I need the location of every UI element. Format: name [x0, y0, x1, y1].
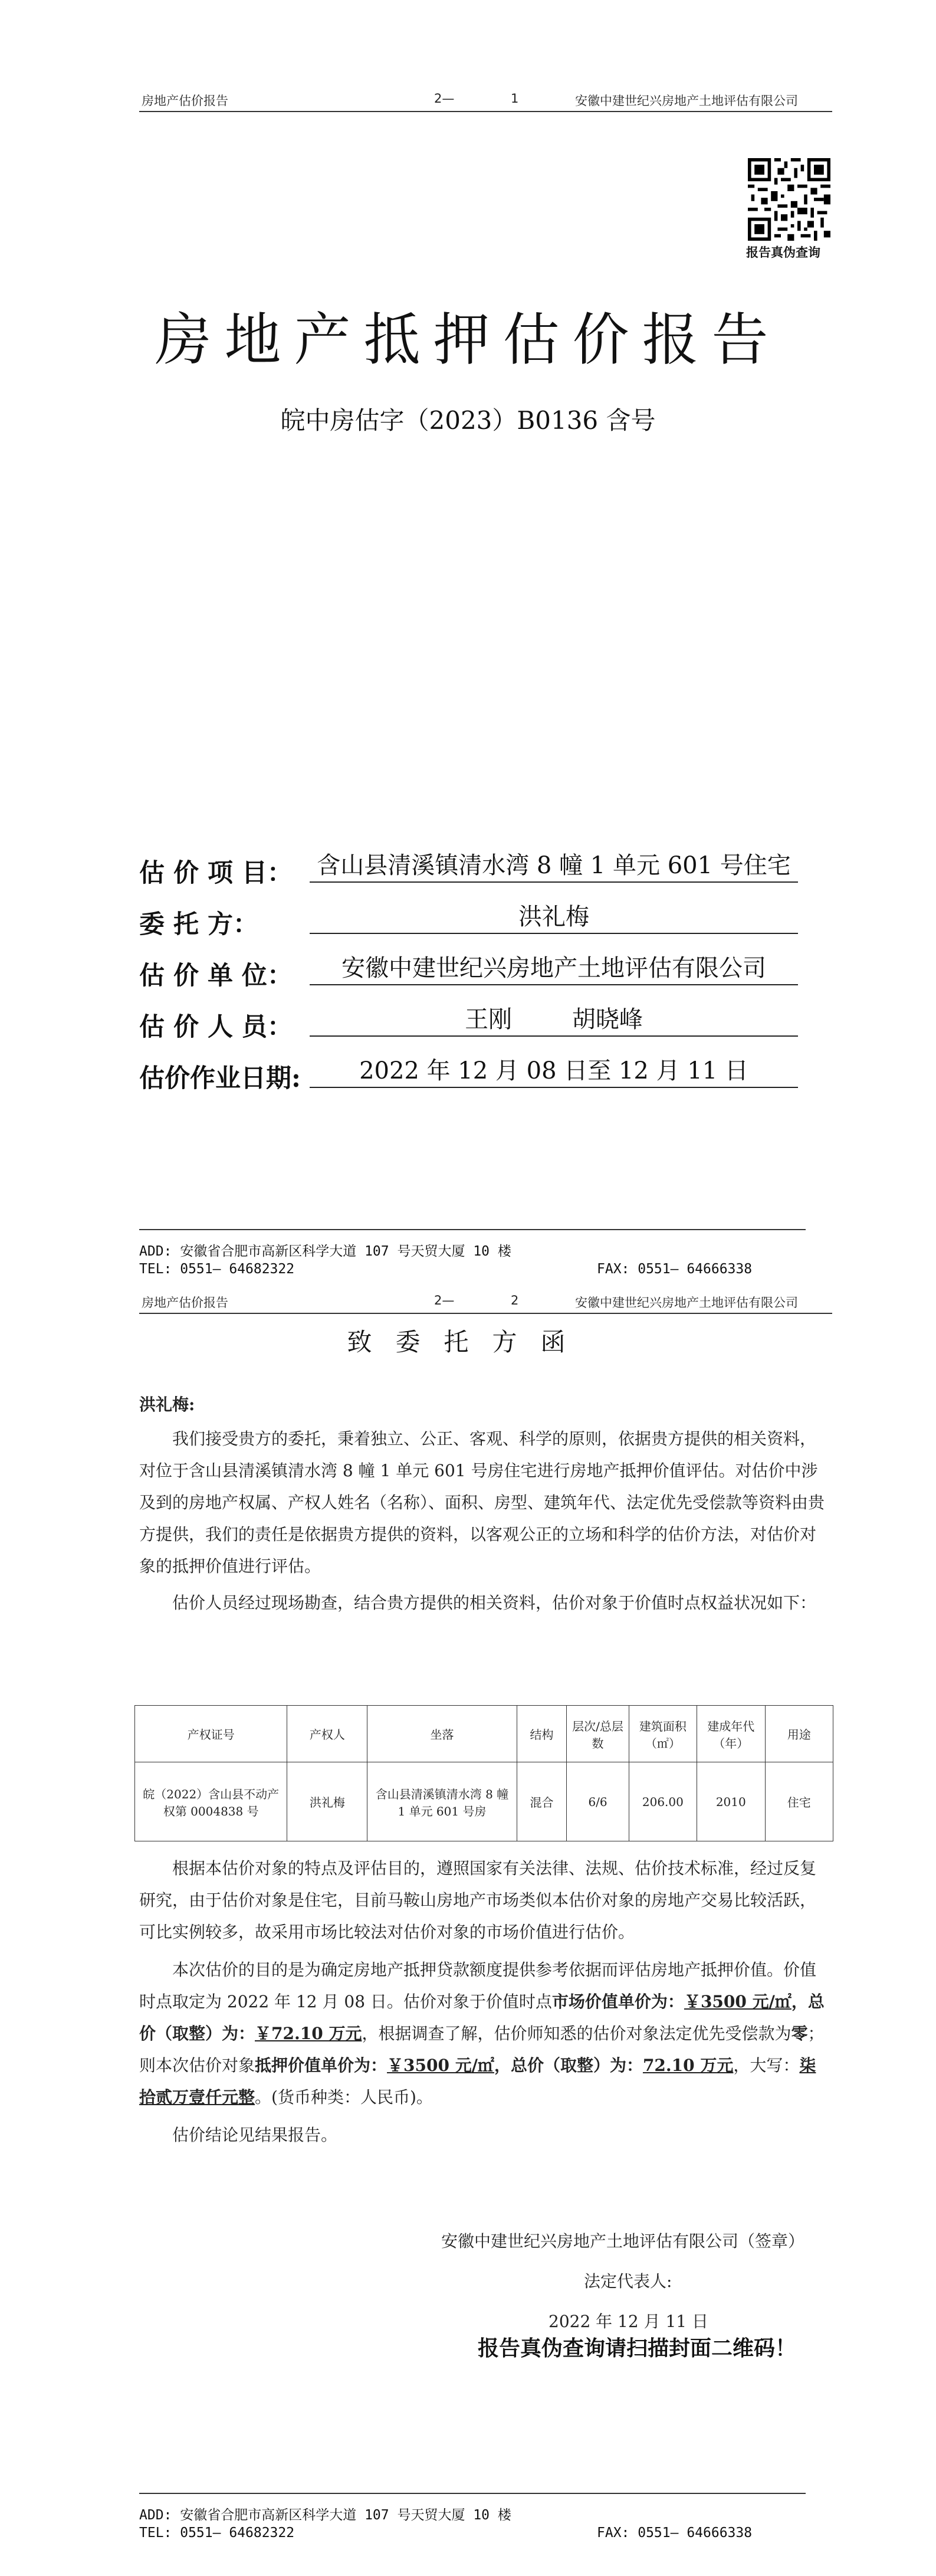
- footer-address: ADD: 安徽省合肥市高新区科学大道 107 号天贸大厦 10 楼: [139, 2508, 511, 2523]
- priority-claims-value: 零: [791, 2024, 808, 2043]
- field-value-project: 含山县清溪镇清水湾 8 幢 1 单元 601 号住宅: [310, 850, 798, 883]
- footer-fax: FAX: 0551— 64666338: [597, 1261, 753, 1277]
- market-total-label: ，总价（取整）为：: [139, 1992, 825, 2043]
- header-page-label: 2—: [434, 1293, 455, 1307]
- field-value-work-dates: 2022 年 12 月 08 日至 12 月 11 日: [310, 1055, 798, 1088]
- header-rule: [139, 111, 832, 112]
- table-cell-floors: 6/6: [567, 1762, 629, 1841]
- field-value-client: 洪礼梅: [310, 901, 798, 934]
- market-total-price: ￥72.10 万元: [255, 2024, 362, 2043]
- footer-rule: [139, 2493, 806, 2494]
- mortgage-unit-price: ￥3500 元/㎡: [387, 2056, 494, 2075]
- header-page-number: 1: [511, 91, 519, 106]
- verification-notice: 报告真伪查询请扫描封面二维码！: [478, 2336, 797, 2361]
- property-rights-table: [134, 1705, 833, 1841]
- table-cell-location: 含山县清溪镇清水湾 8 幢 1 单元 601 号房: [367, 1762, 517, 1841]
- mortgage-total-label: ，总价（取整）为：: [494, 2056, 643, 2075]
- header-right: 安徽中建世纪兴房地产土地评估有限公司: [575, 94, 798, 108]
- mortgage-total-price: 72.10 万元: [642, 2056, 734, 2075]
- field-value-appraisers: 王刚 胡晓峰: [310, 1004, 798, 1037]
- table-header: 产权人: [287, 1706, 367, 1762]
- field-label-project: 估 价 项 目：: [139, 858, 293, 888]
- table-header: 建筑面积（㎡）: [629, 1706, 697, 1762]
- footer-address: ADD: 安徽省合肥市高新区科学大道 107 号天贸大厦 10 楼: [139, 1244, 511, 1259]
- paragraph-inspection: 估价人员经过现场勘查，结合贵方提供的相关资料，估价对象于价值时点权益状况如下：: [172, 1593, 817, 1613]
- field-label-client: 委 托 方：: [139, 910, 258, 939]
- table-cell-usage: 住宅: [765, 1762, 833, 1841]
- qr-code-icon: [748, 158, 830, 241]
- table-header: 结构: [517, 1706, 567, 1762]
- letter-title: 致委托方函: [347, 1328, 589, 1356]
- header-left: 房地产估价报告: [142, 94, 228, 108]
- table-cell-owner: 洪礼梅: [287, 1762, 367, 1841]
- paragraph-method: 根据本估价对象的特点及评估目的，遵照国家有关法律、法规、估价技术标准，经过反复研究，由于估价对象是住宅，目前马鞍山房地产市场类似本估价对象的房地产交易比较活跃，可比实例较多，故采用市场比较法对估价对象的市场价值进行估价。: [139, 1859, 817, 1942]
- report-title: 房地产抵押估价报告: [155, 307, 781, 373]
- paragraph-see-report: 估价结论见结果报告。: [172, 2125, 338, 2145]
- market-unit-price: ￥3500 元/㎡: [684, 1992, 792, 2011]
- market-unit-price-label: 市场价值单价为：: [551, 1992, 684, 2011]
- letter-body-top: [139, 1423, 832, 1619]
- table-header: 建成年代（年）: [697, 1706, 765, 1762]
- table-cell-area: 206.00: [629, 1762, 697, 1841]
- field-label-appraisers: 估 价 人 员：: [139, 1012, 293, 1042]
- footer-tel: TEL: 0551— 64682322: [139, 2525, 295, 2541]
- letter-date: 2022 年 12 月 11 日: [549, 2312, 709, 2331]
- conclusion-text: ，大写：: [733, 2056, 800, 2075]
- header-page-label: 2—: [434, 91, 455, 106]
- table-cell-year: 2010: [697, 1762, 765, 1841]
- paragraph-engagement: 我们接受贵方的委托，秉着独立、公正、客观、科学的原则，依据贵方提供的相关资料，对位于含山县清溪镇清水湾 8 幢 1 单元 601 号房住宅进行房地产抵押价值评估。对估价中涉及到的房地产权属、产权人姓名（名称）、面积、房型、建筑年代、法定优先受偿款等资料由贵方提供，我们的责任是依据贵方提供的资料，以客观公正的立场和科学的估价方法，对估价对象的抵押价值进行评估。: [139, 1429, 825, 1576]
- table-header: 坐落: [367, 1706, 517, 1762]
- field-value-appraiser-org: 安徽中建世纪兴房地产土地评估有限公司: [310, 952, 798, 985]
- header-left: 房地产估价报告: [142, 1296, 228, 1310]
- table-header: 层次/总层数: [567, 1706, 629, 1762]
- conclusion-text: 本次估价的目的是为确定房地产抵押贷款额度提供参考依据而评估房地产抵押价值。价值时点取定为 2022 年 12 月 08 日。估价对象于价值时点: [139, 1960, 817, 2011]
- field-label-work-dates: 估价作业日期:: [139, 1064, 301, 1093]
- report-number: 皖中房估字（2023）B0136 含号: [280, 406, 656, 435]
- mortgage-total-in-words: 柒拾贰万壹仟元整: [139, 2056, 816, 2107]
- conclusion-text: ，根据调查了解，估价师知悉的估价对象法定优先受偿款为: [362, 2024, 792, 2043]
- letter-body-bottom: [139, 1853, 832, 2151]
- footer-fax: FAX: 0551— 64666338: [597, 2525, 753, 2541]
- table-row: [135, 1762, 833, 1841]
- table-cell-structure: 混合: [517, 1762, 567, 1841]
- header-page-number: 2: [511, 1293, 519, 1307]
- footer-tel: TEL: 0551— 64682322: [139, 1261, 295, 1277]
- table-cell-cert-no: 皖（2022）含山县不动产权第 0004838 号: [135, 1762, 287, 1841]
- salutation: 洪礼梅:: [139, 1395, 195, 1414]
- company-signature: 安徽中建世纪兴房地产土地评估有限公司（签章）: [441, 2231, 804, 2251]
- conclusion-text: 。(货币种类：人民币)。: [255, 2087, 433, 2107]
- mortgage-unit-price-label: 抵押价值单价为：: [255, 2056, 387, 2075]
- table-header: 产权证号: [135, 1706, 287, 1762]
- paragraph-conclusion: [139, 1954, 832, 2113]
- table-header: 用途: [765, 1706, 833, 1762]
- header-right: 安徽中建世纪兴房地产土地评估有限公司: [575, 1296, 798, 1310]
- field-label-appraiser-org: 估 价 单 位：: [139, 961, 293, 991]
- footer-rule: [139, 1229, 806, 1230]
- qr-caption: 报告真伪查询: [746, 245, 820, 260]
- legal-representative: 法定代表人:: [584, 2272, 672, 2291]
- conclusion-text: ；则本次估价对象: [139, 2024, 825, 2075]
- header-rule: [139, 1313, 832, 1314]
